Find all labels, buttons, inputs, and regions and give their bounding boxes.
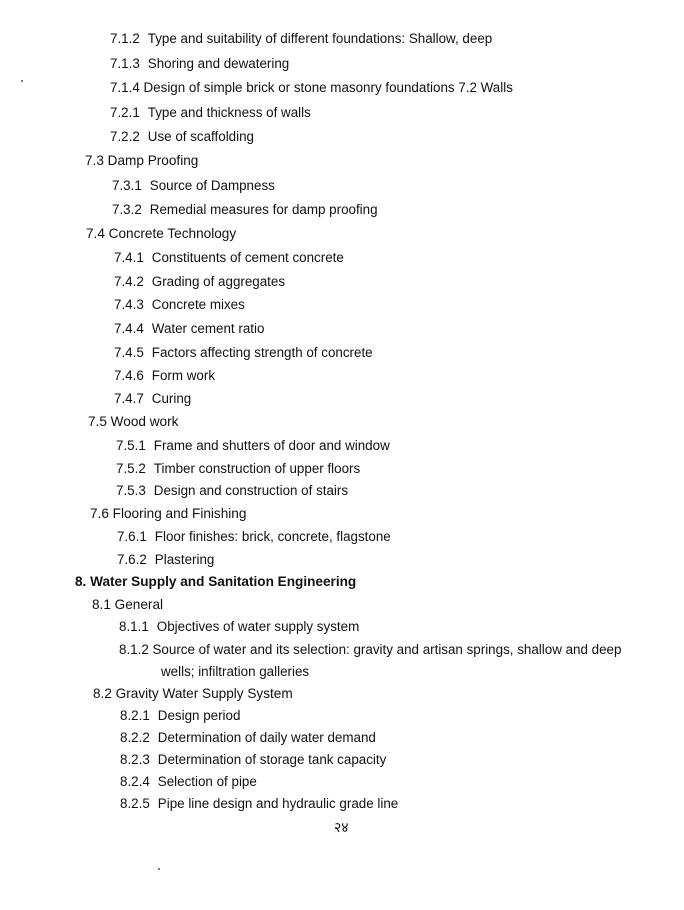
item-7-6-1: 7.6.1 Floor finishes: brick, concrete, flagstone [117, 529, 391, 544]
item-8-2-4: 8.2.4 Selection of pipe [120, 774, 257, 789]
item-7-4-3: 7.4.3 Concrete mixes [114, 297, 245, 312]
item-8-2-5: 8.2.5 Pipe line design and hydraulic grade line [120, 796, 399, 811]
item-7-5-3: 7.5.3 Design and construction of stairs [116, 483, 349, 498]
section-8-1: 8.1 General [92, 597, 164, 612]
item-8-1-2-continued: wells; infiltration galleries [161, 664, 310, 679]
item-7-4-6: 7.4.6 Form work [114, 368, 216, 383]
item-7-3-2: 7.3.2 Remedial measures for damp proofing [112, 202, 378, 217]
item-7-4-5: 7.4.5 Factors affecting strength of concrete [114, 345, 373, 360]
item-7-4-4: 7.4.4 Water cement ratio [114, 321, 265, 336]
page-number: २४ [334, 820, 349, 836]
section-7-4: 7.4 Concrete Technology [86, 226, 237, 241]
item-8-1-2: 8.1.2 Source of water and its selection: gravity and artisan springs, shallow and deep [119, 642, 622, 657]
item-7-2-2: 7.2.2 Use of scaffolding [110, 129, 254, 144]
item-7-3-1: 7.3.1 Source of Dampness [112, 178, 275, 193]
scan-speck [158, 868, 160, 870]
chapter-8-heading: 8. Water Supply and Sanitation Engineering [75, 574, 357, 589]
section-7-3: 7.3 Damp Proofing [85, 153, 199, 168]
item-8-2-1: 8.2.1 Design period [120, 708, 241, 723]
item-7-1-2: 7.1.2 Type and suitability of different foundations: Shallow, deep [110, 31, 493, 46]
item-7-1-3: 7.1.3 Shoring and dewatering [110, 56, 290, 71]
item-7-5-2: 7.5.2 Timber construction of upper floors [116, 461, 361, 476]
item-7-4-1: 7.4.1 Constituents of cement concrete [114, 250, 344, 265]
item-7-4-7: 7.4.7 Curing [114, 391, 192, 406]
item-7-1-4: 7.1.4 Design of simple brick or stone masonry foundations 7.2 Walls [110, 80, 513, 95]
section-7-5: 7.5 Wood work [88, 414, 179, 429]
item-8-2-2: 8.2.2 Determination of daily water demand [120, 730, 376, 745]
item-8-1-1: 8.1.1 Objectives of water supply system [119, 619, 360, 634]
item-8-2-3: 8.2.3 Determination of storage tank capacity [120, 752, 387, 767]
item-7-6-2: 7.6.2 Plastering [117, 552, 215, 567]
section-8-2: 8.2 Gravity Water Supply System [93, 686, 293, 701]
item-7-5-1: 7.5.1 Frame and shutters of door and window [116, 438, 390, 453]
item-7-4-2: 7.4.2 Grading of aggregates [114, 274, 286, 289]
section-7-6: 7.6 Flooring and Finishing [90, 506, 247, 521]
item-7-2-1: 7.2.1 Type and thickness of walls [110, 105, 311, 120]
scan-speck [21, 80, 23, 82]
